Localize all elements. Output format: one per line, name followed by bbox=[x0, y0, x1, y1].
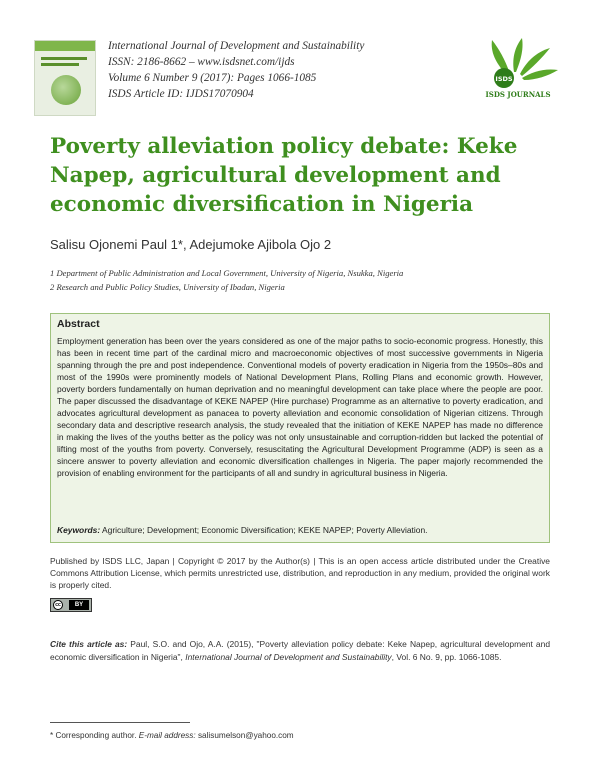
affiliation-2: 2 Research and Public Policy Studies, University of Ibadan, Nigeria bbox=[50, 282, 285, 292]
keywords-line bbox=[57, 525, 427, 535]
authors: Salisu Ojonemi Paul 1*, Adejumoke Ajibola Ojo 2 bbox=[50, 237, 332, 252]
journal-name: International Journal of Development and Sustainability bbox=[108, 40, 365, 52]
abstract-box bbox=[50, 313, 550, 543]
article-id: ISDS Article ID: IJDS17070904 bbox=[108, 88, 254, 100]
journal-cover-thumbnail bbox=[34, 40, 96, 116]
isds-journals-logo bbox=[478, 36, 562, 100]
abstract-heading: Abstract bbox=[57, 318, 100, 330]
cc-icon: cc bbox=[53, 600, 63, 610]
citation-text: Paul, S.O. and Ojo, A.A. (2015), "Poverty alleviation policy debate: Keke Napep, agricultural development and economic diversification in Nigeria", bbox=[50, 639, 551, 662]
affiliation-1: 1 Department of Public Administration and Local Government, University of Nigeria, Nsukka, Nigeria bbox=[50, 268, 404, 278]
citation-pages: , Vol. 6 No. 9, pp. 1066-1085. bbox=[391, 652, 502, 662]
cc-by-badge[interactable] bbox=[50, 598, 92, 612]
footnote-prefix: * Corresponding author. bbox=[50, 731, 137, 740]
keywords-list: Agriculture; Development; Economic Diversification; KEKE NAPEP; Poverty Alleviation. bbox=[102, 525, 428, 535]
paper-title: Poverty alleviation policy debate: Keke Napep, agricultural development and economic diversification in Nigeria bbox=[50, 134, 518, 217]
footnote bbox=[50, 731, 294, 740]
license-text: Published by ISDS LLC, Japan | Copyright © 2017 by the Author(s) | This is an open access article distributed under the Creative Commons Attribution License, which permits unrestricted use, distribution, and reproduction in any medium, provided the original work is properly cited. bbox=[50, 556, 550, 590]
logo-text: ISDS JOURNALS bbox=[485, 90, 551, 99]
citation bbox=[50, 638, 550, 664]
journal-issn: ISSN: 2186-8662 – www.isdsnet.com/ijds bbox=[108, 56, 295, 68]
logo-badge: ISDS bbox=[495, 75, 513, 83]
journal-header-meta bbox=[108, 38, 364, 102]
abstract-text: Employment generation has been over the years considered as one of the major paths to socio-economic progress. Honestly, this has been in recent time part of the cardinal micro and macroeconomic objectives of most successive governments in Nigeria spanning through the pre and post independence. Conventional models of poverty eradication in Nigeria from the 1950s–80s and most of the 1990s were prominently models of National Development Plans, Rolling Plans and economic growth. However, poverty borders fundamentally on human deprivation and no meaningful development can take place where the people are poor. The paper discussed the disadvantage of KEKE NAPEP (Hire purchase) Programme as an alternative to poverty eradication, and advocates agricultural development as panacea to poverty alleviation and economic consolidation of Nigerian citizens. Through secondary data and descriptive research analysis, the study revealed that the initiation of KEKE NAPEP has made no difference in making the lives of the youths better as the policy was not only unsustainable and corruption-ridden but lacked the potential of lifting most of the youths from poverty. Conversely, resuscitating the Agricultural Development Programme (ADP) is seen as a sincere answer to poverty alleviation and economic diversification challenges in Nigeria. The paper majorly recommended the provision of enabling environment for the participants of all and sundry in agricultural business in Nigeria. bbox=[57, 336, 543, 478]
citation-label: Cite this article as: bbox=[50, 639, 128, 649]
footnote-email[interactable]: salisumelson@yahoo.com bbox=[197, 731, 294, 740]
citation-journal: International Journal of Development and Sustainability bbox=[185, 652, 392, 662]
footnote-divider bbox=[50, 722, 190, 723]
journal-volume: Volume 6 Number 9 (2017): Pages 1066-1085 bbox=[108, 72, 317, 84]
keywords-label: Keywords: bbox=[57, 525, 101, 535]
by-icon: BY bbox=[69, 600, 89, 610]
footnote-email-label: E-mail address: bbox=[138, 731, 196, 740]
